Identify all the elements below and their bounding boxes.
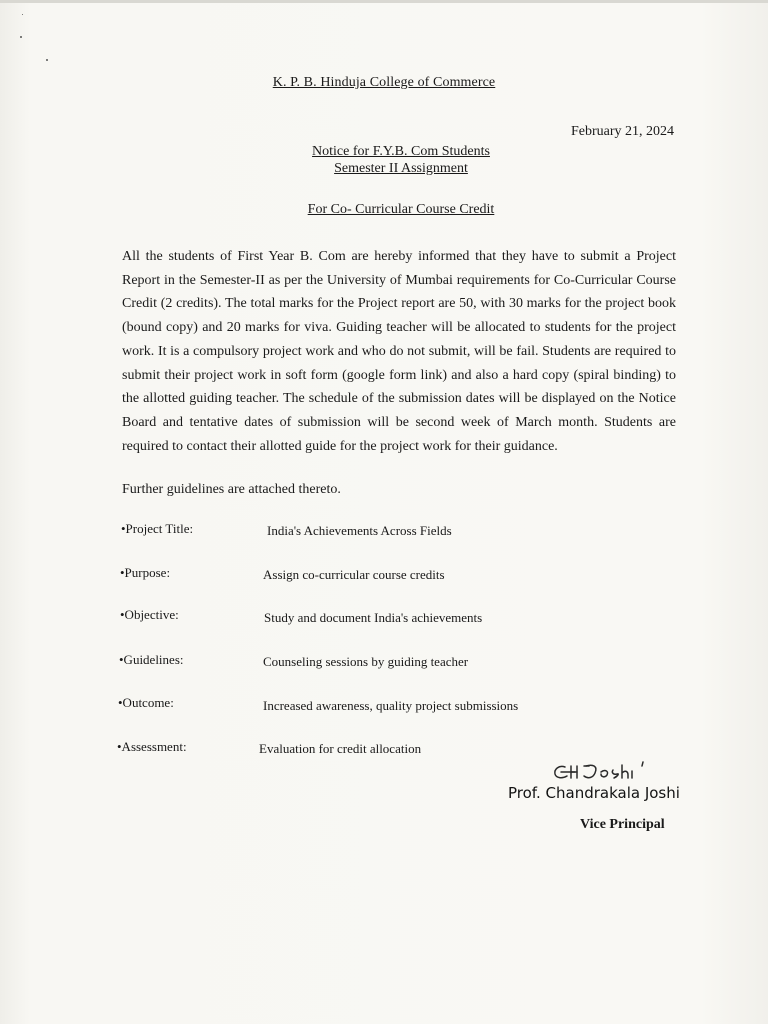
detail-label-objective: •Objective: [120, 607, 179, 622]
handwritten-signature [551, 757, 681, 785]
notice-subtitle: Semester II Assignment [334, 161, 468, 176]
scan-speck [20, 36, 22, 38]
detail-label-outcome: •Outcome: [118, 695, 174, 710]
section-title: For Co- Curricular Course Credit [307, 202, 495, 217]
detail-value-purpose: Assign co-curricular course credits [263, 567, 445, 582]
detail-value-assessment: Evaluation for credit allocation [259, 741, 422, 756]
detail-value-guidelines: Counseling sessions by guiding teacher [263, 654, 469, 669]
further-guidelines: Further guidelines are attached thereto. [122, 482, 341, 497]
signatory-name: Prof. Chandrakala Joshi [508, 784, 680, 802]
detail-label-guidelines: •Guidelines: [119, 652, 184, 667]
detail-value-project-title: India's Achievements Across Fields [267, 523, 452, 538]
detail-label-project-title: •Project Title: [121, 521, 194, 536]
detail-value-outcome: Increased awareness, quality project submissions [263, 698, 519, 713]
detail-label-assessment: •Assessment: [117, 739, 187, 754]
college-name: K. P. B. Hinduja College of Commerce [272, 75, 496, 90]
notice-body: All the students of First Year B. Com are hereby informed that they have to submit a Project Report in the Semester-II as per the University of Mumbai requirements for Co-Curricular Course Credit (2 credits). The total marks for the Project report are 50, with 30 marks for the project book (bound copy) and 20 marks for viva. Guiding teacher will be allocated to students for the project work. It is a compulsory project work and who do not submit, will be fail. Students are required to submit their project work in soft form (google form link) and also a hard copy (spiral binding) to the allotted guiding teacher. The schedule of the submission dates will be displayed on the Notice Board and tentative dates of submission will be second week of March month. Students are required to contact their allotted guide for the project work for their guidance. [122, 249, 676, 454]
signatory-title: Vice Principal [580, 817, 665, 832]
notice-date: February 21, 2024 [571, 124, 675, 139]
scan-speck [22, 14, 23, 15]
detail-value-objective: Study and document India's achievements [264, 610, 483, 625]
scan-speck [46, 59, 48, 61]
notice-title: Notice for F.Y.B. Com Students [312, 144, 490, 159]
detail-label-purpose: •Purpose: [120, 565, 171, 580]
scan-top-edge [0, 0, 768, 3]
